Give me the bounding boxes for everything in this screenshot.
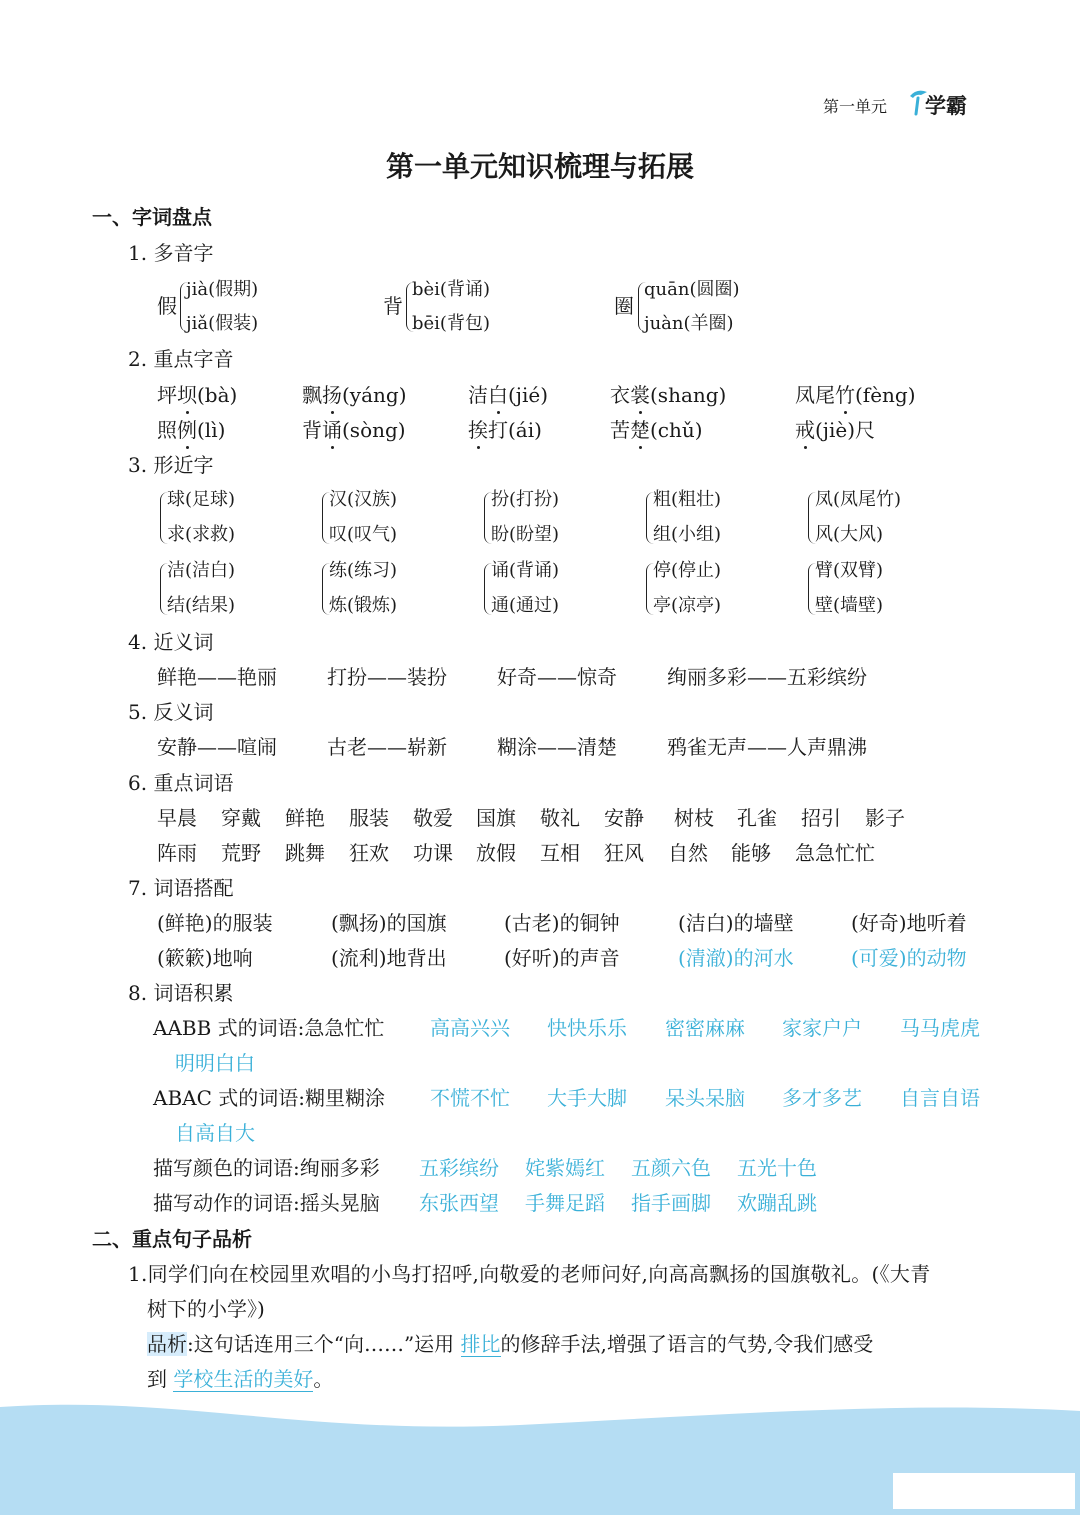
similar-char: 粗(粗壮) [653, 489, 722, 510]
collocation: (古老)的铜钟 [504, 911, 620, 935]
key-word: 安静 [604, 806, 644, 830]
color-word-answer: 五彩缤纷 [419, 1156, 499, 1180]
action-word-answer: 指手画脚 [631, 1191, 711, 1215]
pronunciation-item: 挨打(ái) [468, 418, 542, 442]
pronunciation-item: 戒(jiè)尺 [795, 418, 876, 442]
aabb-answer: 家家户户 [782, 1016, 862, 1040]
aabb-answer: 密密麻麻 [665, 1016, 745, 1040]
synonym-pair: 鲜艳——艳丽 [157, 665, 277, 689]
key-word: 服装 [349, 806, 389, 830]
similar-char: 洁(洁白) [167, 560, 236, 581]
abac-answer: 呆头呆脑 [665, 1086, 745, 1110]
item-label-7: 7. 词语搭配 [128, 876, 234, 900]
similar-char: 求(求救) [167, 524, 236, 545]
pronunciation-item: 照例(lì) [157, 418, 226, 442]
abac-answer: 自言自语 [900, 1086, 980, 1110]
key-word: 鲜艳 [285, 806, 325, 830]
key-word: 急急忙忙 [795, 841, 875, 865]
color-word-answer: 五光十色 [737, 1156, 817, 1180]
key-word: 敬礼 [540, 806, 580, 830]
key-word: 影子 [865, 806, 905, 830]
polyphone-reading: bèi(背诵) [412, 279, 490, 300]
action-word-answer: 手舞足蹈 [525, 1191, 605, 1215]
pronunciation-item: 洁白(jié) [468, 383, 549, 407]
similar-char: 亭(凉亭) [653, 595, 722, 616]
aabb-answer: 快快乐乐 [547, 1016, 627, 1040]
color-word-answer: 五颜六色 [631, 1156, 711, 1180]
similar-char: 扮(打扮) [491, 489, 560, 510]
similar-char: 通(通过) [491, 595, 560, 616]
key-word: 早晨 [157, 806, 197, 830]
key-word: 狂欢 [349, 841, 389, 865]
aabb-answer: 高高兴兴 [430, 1016, 510, 1040]
key-word: 荒野 [221, 841, 261, 865]
key-word: 狂风 [604, 841, 644, 865]
aabb-prefix: AABB 式的词语:急急忙忙 [153, 1016, 385, 1040]
similar-char: 球(足球) [167, 489, 236, 510]
item-label-3: 3. 形近字 [128, 453, 214, 477]
key-word: 功课 [413, 841, 453, 865]
similar-char: 凤(凤尾竹) [815, 489, 902, 510]
similar-char: 组(小组) [653, 524, 722, 545]
key-word: 敬爱 [413, 806, 453, 830]
collocation-answer: (清澈)的河水 [678, 946, 794, 970]
key-word: 自然 [668, 841, 708, 865]
key-word: 穿戴 [221, 806, 261, 830]
synonym-pair: 打扮——装扮 [327, 665, 447, 689]
collocation: (好听)的声音 [504, 946, 620, 970]
section-heading-1: 一、字词盘点 [92, 205, 212, 229]
pronunciation-item: 飘扬(yáng) [302, 383, 407, 407]
aabb-answer: 马马虎虎 [900, 1016, 980, 1040]
polyphone-char: 圈 [614, 294, 634, 318]
key-word: 树枝 [674, 806, 714, 830]
polyphone-reading: quān(圆圈) [644, 279, 740, 300]
analysis-answer: 排比 [460, 1332, 501, 1356]
collocation: (飘扬)的国旗 [331, 911, 447, 935]
polyphone-reading: bēi(背包) [412, 313, 490, 334]
collocation-answer: (可爱)的动物 [851, 946, 967, 970]
collocation: (好奇)地听着 [851, 911, 967, 935]
item-label-8: 8. 词语积累 [128, 981, 234, 1005]
pronunciation-item: 坪坝(bà) [157, 383, 238, 407]
synonym-pair: 绚丽多彩——五彩缤纷 [667, 665, 867, 689]
collocation: (流利)地背出 [331, 946, 447, 970]
abac-answer: 大手大脚 [547, 1086, 627, 1110]
analysis-answer: 学校生活的美好 [173, 1367, 314, 1391]
key-word: 招引 [801, 806, 841, 830]
similar-char: 炼(锻炼) [329, 595, 398, 616]
analysis-line: 品析:这句话连用三个“向……”运用 排比的修辞手法,增强了语言的气势,令我们感受 [147, 1332, 874, 1356]
aabb-answer: 明明白白 [175, 1051, 255, 1075]
collocation: (洁白)的墙壁 [678, 911, 794, 935]
pronunciation-item: 衣裳(shang) [610, 383, 727, 407]
abac-answer: 自高自大 [175, 1121, 255, 1145]
similar-char: 风(大风) [815, 524, 884, 545]
antonym-pair: 古老——崭新 [327, 735, 447, 759]
item-label-6: 6. 重点词语 [128, 771, 234, 795]
abac-answer: 多才多艺 [782, 1086, 862, 1110]
sentence-1: 1.同学们向在校园里欢唱的小鸟打招呼,向敬爱的老师问好,向高高飘扬的国旗敬礼。(《大青 [128, 1262, 931, 1286]
antonym-pair: 鸦雀无声——人声鼎沸 [667, 735, 867, 759]
abac-prefix: ABAC 式的词语:糊里糊涂 [153, 1086, 385, 1110]
similar-char: 练(练习) [329, 560, 398, 581]
pronunciation-item: 凤尾竹(fèng) [795, 383, 916, 407]
analysis-line: 到 学校生活的美好。 [147, 1367, 334, 1391]
polyphone-reading: jià(假期) [186, 279, 259, 300]
key-word: 互相 [540, 841, 580, 865]
key-word: 跳舞 [285, 841, 325, 865]
similar-char: 臂(双臂) [815, 560, 884, 581]
pronunciation-item: 背诵(sòng) [302, 418, 406, 442]
analysis-label: 品析 [147, 1332, 187, 1356]
section-heading-2: 二、重点句子品析 [92, 1227, 252, 1251]
polyphone-char: 假 [157, 294, 177, 318]
similar-char: 盼(盼望) [491, 524, 560, 545]
header-brand: 学霸 [925, 94, 967, 118]
similar-char: 停(停止) [653, 560, 722, 581]
collocation: (鲜艳)的服装 [157, 911, 273, 935]
synonym-pair: 好奇——惊奇 [497, 665, 617, 689]
color-word-answer: 姹紫嫣红 [525, 1156, 605, 1180]
polyphone-reading: jiǎ(假装) [186, 313, 259, 334]
header-unit: 第一单元 [823, 97, 888, 116]
page-title: 第一单元知识梳理与拓展 [385, 150, 694, 183]
similar-char: 壁(墙壁) [815, 595, 884, 616]
antonym-pair: 糊涂——清楚 [497, 735, 617, 759]
similar-char: 诵(背诵) [491, 560, 560, 581]
key-word: 国旗 [476, 806, 516, 830]
similar-char: 汉(汉族) [329, 489, 398, 510]
collocation: (簌簌)地响 [157, 946, 253, 970]
item-label-5: 5. 反义词 [128, 700, 214, 724]
polyphone-reading: juàn(羊圈) [644, 313, 734, 334]
sentence-1-source: 树下的小学》) [147, 1297, 265, 1321]
key-word: 孔雀 [737, 806, 777, 830]
footer-blank-box [893, 1473, 1075, 1509]
pronunciation-item: 苦楚(chǔ) [610, 418, 703, 442]
item-label-2: 2. 重点字音 [128, 347, 234, 371]
key-word: 放假 [476, 841, 516, 865]
item-label-4: 4. 近义词 [128, 630, 214, 654]
similar-char: 叹(叹气) [329, 524, 398, 545]
similar-char: 结(结果) [167, 595, 236, 616]
action-word-answer: 欢蹦乱跳 [737, 1191, 817, 1215]
key-word: 阵雨 [157, 841, 197, 865]
action-word-answer: 东张西望 [419, 1191, 499, 1215]
item-label-1: 1. 多音字 [128, 241, 214, 265]
abac-answer: 不慌不忙 [430, 1086, 510, 1110]
polyphone-char: 背 [383, 294, 403, 318]
key-word: 能够 [731, 841, 771, 865]
antonym-pair: 安静——喧闹 [157, 735, 277, 759]
action-words-prefix: 描写动作的词语:摇头晃脑 [153, 1191, 380, 1215]
color-words-prefix: 描写颜色的词语:绚丽多彩 [153, 1156, 380, 1180]
